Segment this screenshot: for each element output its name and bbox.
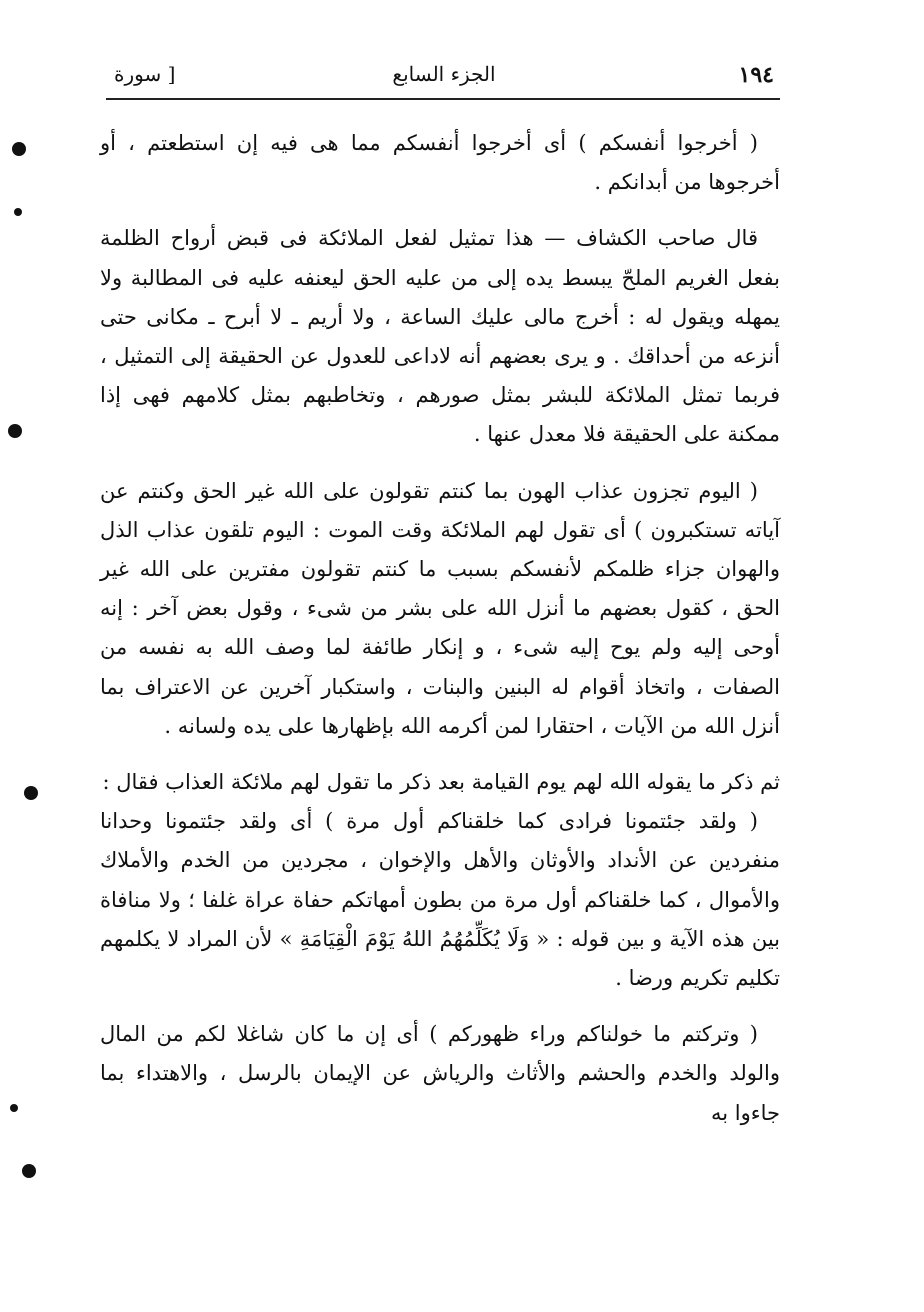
- paragraph-verse-1: ( أخرجوا أنفسكم ) أى أخرجوا أنفسكم مما هى فيه إن استطعتم ، أو أخرجوها من أبدانكم .: [100, 131, 780, 195]
- page-number: ١٩٤: [738, 62, 774, 88]
- paragraph-verse-2: ( اليوم تجزون عذاب الهون بما كنتم تقولون على الله غير الحق وكنتم عن آياته تستكبرون ) أى تقول لهم الملائكة وقت الموت : اليوم تلقون عذاب الذل والهوان جزاء ظلمكم لأنفسكم بسبب ما كنتم تقولون مفترين على الله غير الحق ، كقول بعضهم ما أنزل الله على بشر من شىء ، وقول بعض آخر : إنه أوحى إليه ولم يوح إليه شىء ، و إنكار طائفة لما وصف الله به نفسه من الصفات ، واتخاذ أقوام له البنين والبنات ، واستكبار آخرين عن الاعتراف بما أنزل الله من الآيات ، احتقارا لمن أكرمه الله بإظهارها على يده ولسانه .: [100, 478, 780, 738]
- paragraph-kashshaf-quote: قال صاحب الكشاف — هذا تمثيل لفعل الملائكة فى قبض أرواح الظلمة بفعل الغريم الملحّ يبسط يده إلى من عليه الحق ليعنفه عليه فى المطالبة ولا يمهله ويقول له : أخرج مالى عليك الساعة ، ولا أريم ـ لا أبرح ـ مكانى حتى أنزعه من أحداقك . و يرى بعضهم أنه لاداعى للعدول عن الحقيقة إلى التمثيل ، فربما تمثل الملائكة للبشر بمثل صورهم ، وتخاطبهم بمثل كلامهم فهى إذا ممكنة على الحقيقة فلا معدل عنها .: [100, 226, 780, 447]
- paragraph-transition: ثم ذكر ما يقوله الله لهم يوم القيامة بعد ذكر ما تقول لهم ملائكة العذاب فقال :: [102, 770, 780, 795]
- page-body: [100, 124, 780, 1150]
- margin-ink-speck: [10, 1104, 18, 1112]
- margin-ink-mark: [8, 424, 22, 438]
- margin-ink-mark: [22, 1164, 36, 1178]
- margin-ink-speck: [14, 208, 22, 216]
- paragraph-verse-3: ( ولقد جئتمونا فرادى كما خلقناكم أول مرة ) أى ولقد جئتمونا وحدانا منفردين عن الأنداد والأوثان والأهل والإخوان ، مجردين من الخدم والأملاك والأموال ، كما خلقناكم أول مرة من بطون أمهاتكم حفاة عراة غلفا ؛ ولا منافاة بين هذه الآية و بين قوله : « وَلَا يُكَلِّمُهُمُ اللهُ يَوْمَ الْقِيَامَةِ » لأن المراد لا يكلمهم تكليم تكريم ورضا .: [100, 809, 780, 991]
- part-title: الجزء السابع: [392, 62, 496, 86]
- margin-ink-mark: [24, 786, 38, 800]
- header-divider: [106, 98, 780, 100]
- surah-label: [ سورة: [114, 62, 176, 86]
- margin-ink-mark: [12, 142, 26, 156]
- paragraph-verse-4: ( وتركتم ما خولناكم وراء ظهوركم ) أى إن ما كان شاغلا لكم من المال والولد والخدم والحشم والأثاث والرياش عن الإيمان بالرسل ، والاهتداء بما جاءوا به: [100, 1022, 780, 1125]
- page-header: [108, 58, 780, 96]
